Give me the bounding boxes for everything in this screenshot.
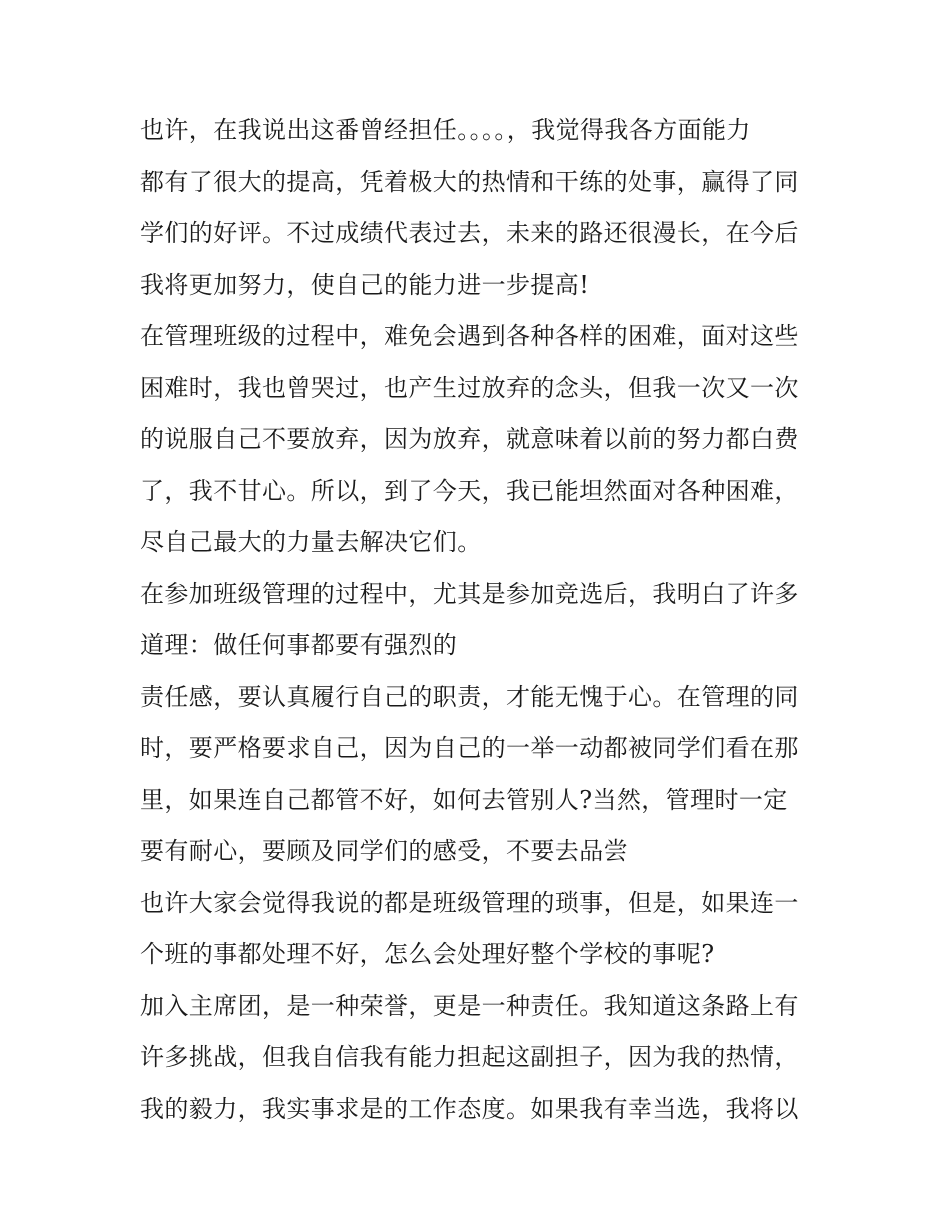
text-line: 也许，在我说出这番曾经担任。。。。，我觉得我各方面能力 <box>140 116 751 144</box>
text-line: 的说服自己不要放弃，因为放弃，就意味着以前的努力都白费 <box>140 425 799 453</box>
text-line: 个班的事都处理不好，怎么会处理好整个学校的事呢? <box>140 940 715 968</box>
text-line: 都有了很大的提高，凭着极大的热情和干练的处事，赢得了同 <box>140 167 799 196</box>
text-line: 我的毅力，我实事求是的工作态度。如果我有幸当选，我将以 <box>140 1094 799 1123</box>
text-line: 要有耐心，要顾及同学们的感受，不要去品尝 <box>140 837 628 865</box>
text-line: 加入主席团，是一种荣誉，更是一种责任。我知道这条路上有 <box>140 991 799 1020</box>
text-line: 时，要严格要求自己，因为自己的一举一动都被同学们看在那 <box>140 734 799 762</box>
text-line: 在管理班级的过程中，难免会遇到各种各样的困难，面对这些 <box>140 322 799 350</box>
text-line: 许多挑战，但我自信我有能力担起这副担子，因为我的热情， <box>140 1043 799 1071</box>
body-text <box>140 105 830 1135</box>
text-line: 道理：做任何事都要有强烈的 <box>140 631 458 659</box>
text-line: 困难时，我也曾哭过，也产生过放弃的念头，但我一次又一次 <box>140 373 799 402</box>
text-line: 尽自己最大的力量去解决它们。 <box>140 528 482 556</box>
text-line: 责任感，要认真履行自己的职责，才能无愧于心。在管理的同 <box>140 682 799 711</box>
text-line: 里，如果连自己都管不好，如何去管别人?当然，管理时一定 <box>140 785 788 814</box>
text-line: 我将更加努力，使自己的能力进一步提高! <box>140 270 590 299</box>
text-line: 在参加班级管理的过程中，尤其是参加竞选后，我明白了许多 <box>140 579 799 608</box>
text-line: 也许大家会觉得我说的都是班级管理的琐事，但是，如果连一 <box>140 888 799 917</box>
text-line: 了，我不甘心。所以，到了今天，我已能坦然面对各种困难， <box>140 476 799 505</box>
text-line: 学们的好评。不过成绩代表过去，未来的路还很漫长，在今后 <box>140 219 799 247</box>
